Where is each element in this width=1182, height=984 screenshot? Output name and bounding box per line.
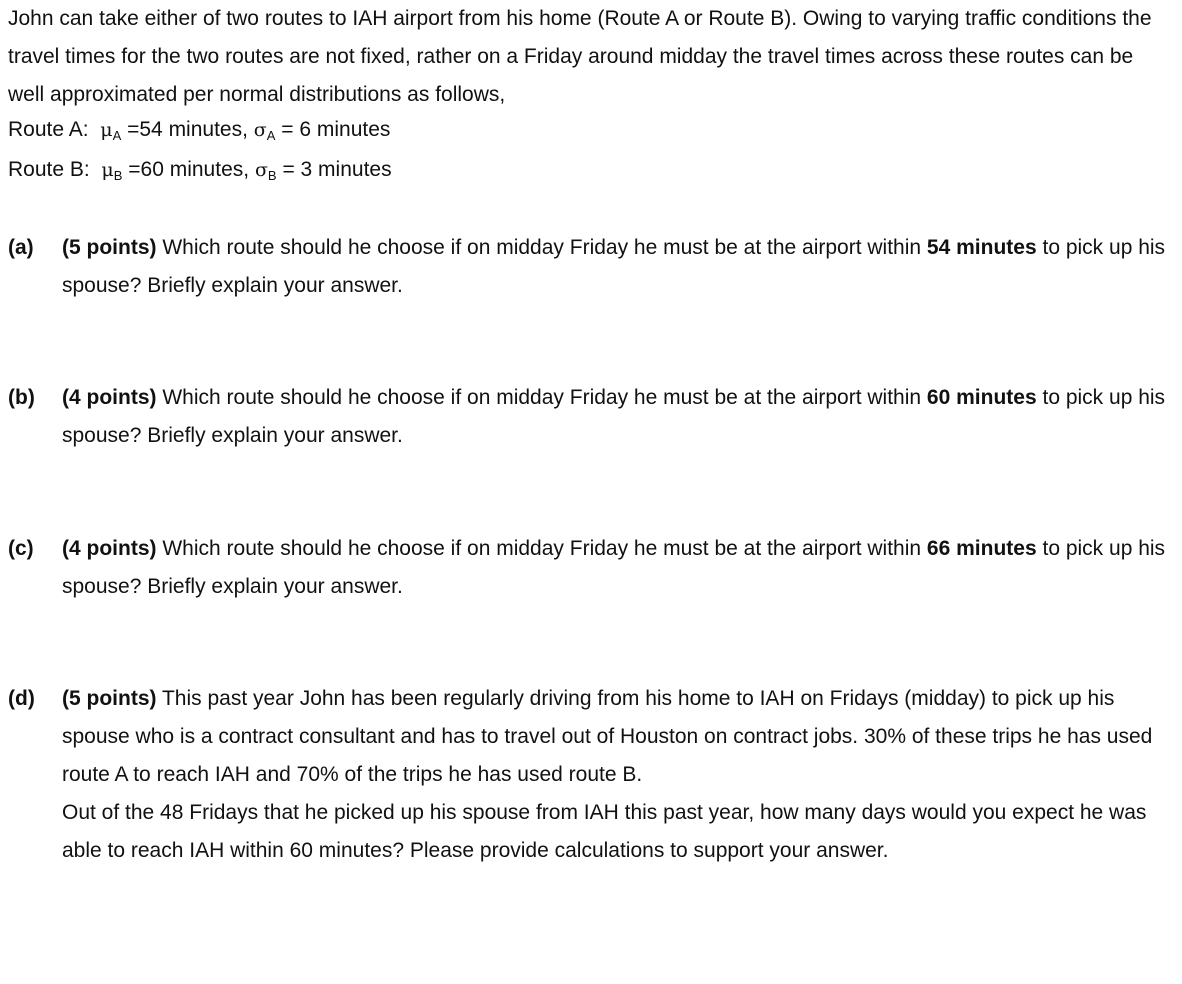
mu-symbol: μ xyxy=(100,119,113,141)
intro-paragraph: John can take either of two routes to IAH airport from his home (Route A or Route B). Owing to varying traffic conditions the travel times for the two routes are not fixed, rather on a Friday around midday the travel times across these routes can be well approximated per normal distributions as follows, xyxy=(8,7,1152,106)
route-b-mean: =60 minutes, xyxy=(128,158,250,181)
sigma-symbol: σ xyxy=(253,119,267,141)
mu-symbol: μ xyxy=(101,159,114,181)
question-label: (c) xyxy=(8,537,34,560)
points-label: (5 points) xyxy=(62,236,157,259)
route-a-label: Route A: xyxy=(8,118,89,141)
question-d xyxy=(8,680,1168,870)
question-body xyxy=(62,229,1168,305)
question-label: (d) xyxy=(8,687,35,710)
question-body xyxy=(62,379,1168,455)
route-b-stddev: = 3 minutes xyxy=(282,158,392,181)
route-a-line xyxy=(8,111,390,149)
time-threshold: 66 minutes xyxy=(926,537,1037,560)
question-body xyxy=(62,680,1168,870)
question-text: This past year John has been regularly driving from his home to IAH on Fridays (midday) to pick up his spouse who is a contract consultant and has to travel out of Houston on contract jobs. 30% of these trips he has used route A to reach IAH and 70% of the trips he has used route B. xyxy=(62,687,1153,786)
question-label: (b) xyxy=(8,386,35,409)
time-threshold: 54 minutes xyxy=(926,236,1037,259)
mu-subscript: A xyxy=(112,128,122,143)
time-threshold: 60 minutes xyxy=(926,386,1037,409)
points-label: (4 points) xyxy=(62,386,157,409)
question-text: Which route should he choose if on midday Friday he must be at the airport within xyxy=(162,386,922,409)
question-text: Which route should he choose if on midday Friday he must be at the airport within xyxy=(162,537,922,560)
route-a-stddev: = 6 minutes xyxy=(281,118,391,141)
points-label: (4 points) xyxy=(62,537,157,560)
question-label: (a) xyxy=(8,236,34,259)
question-body xyxy=(62,530,1168,606)
sigma-subscript: B xyxy=(267,168,277,183)
question-b xyxy=(8,379,1168,455)
question-c xyxy=(8,530,1168,606)
question-text-end: to pick up his spouse? Briefly explain your answer. xyxy=(62,537,1166,598)
route-b-label: Route B: xyxy=(8,158,90,181)
route-b-line xyxy=(8,151,392,189)
route-a-mean: =54 minutes, xyxy=(127,118,248,141)
question-text-end: to pick up his spouse? Briefly explain your answer. xyxy=(62,386,1166,447)
sigma-subscript: A xyxy=(266,128,276,143)
question-text: Which route should he choose if on midday Friday he must be at the airport within xyxy=(162,236,922,259)
question-a xyxy=(8,229,1168,305)
question-text-continued: Out of the 48 Fridays that he picked up his spouse from IAH this past year, how many days would you expect he was able to reach IAH within 60 minutes? Please provide calculations to support your answer. xyxy=(62,801,1147,862)
points-label: (5 points) xyxy=(62,687,157,710)
question-text-end: to pick up his spouse? Briefly explain your answer. xyxy=(62,236,1166,297)
sigma-symbol: σ xyxy=(254,159,268,181)
mu-subscript: B xyxy=(113,168,123,183)
